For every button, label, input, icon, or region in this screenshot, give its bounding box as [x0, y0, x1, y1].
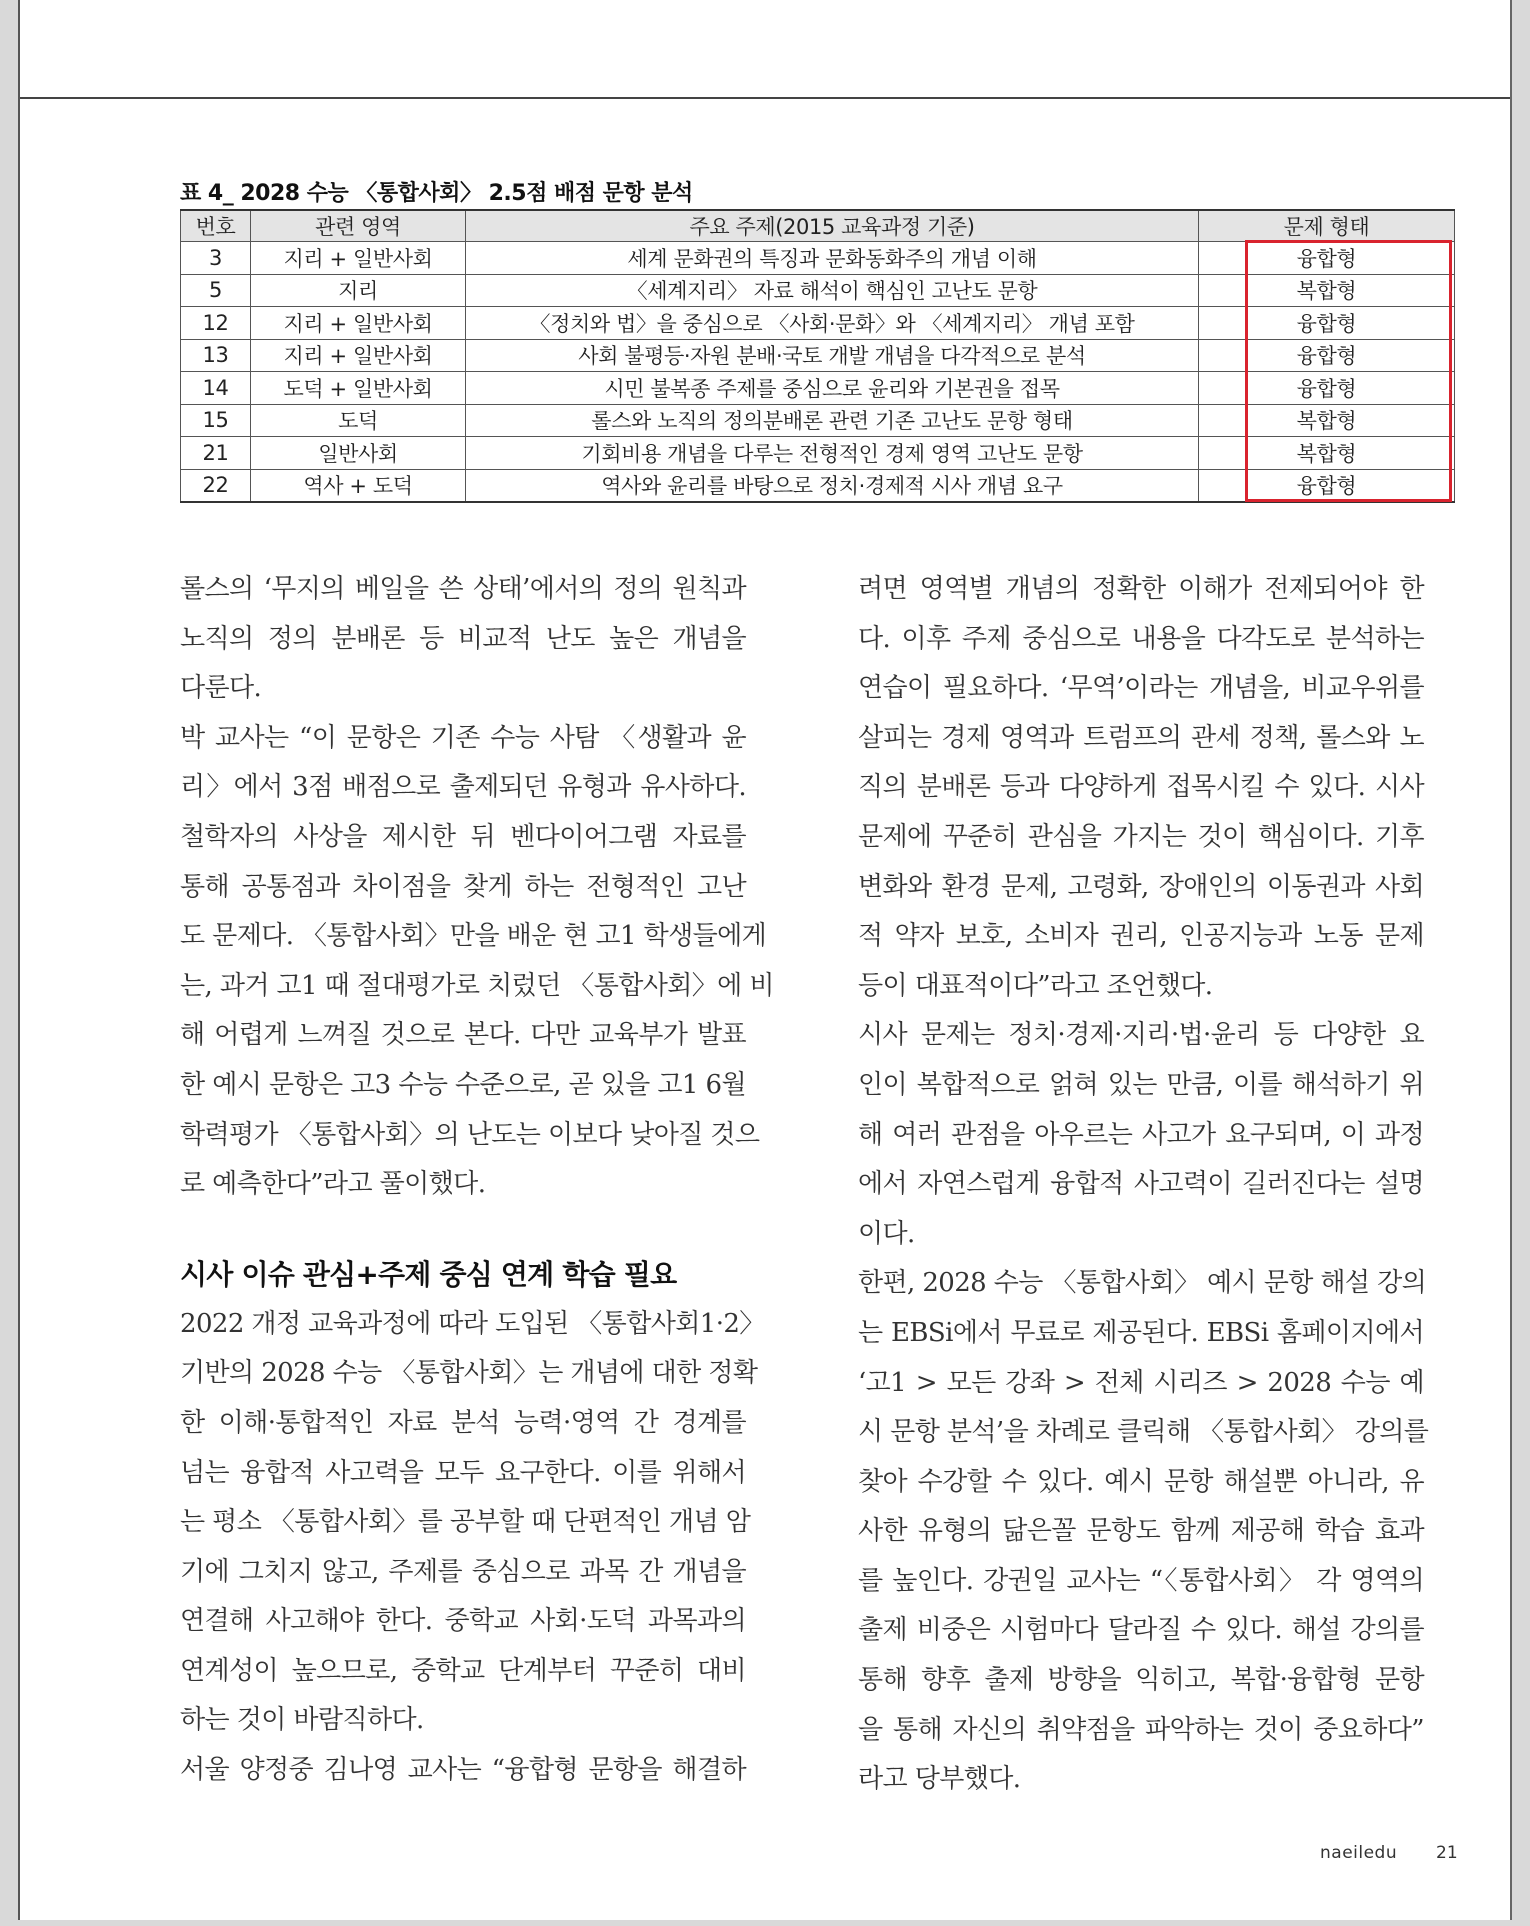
text-line: 한편, 2028 수능 〈통합사회〉 예시 문항 해설 강의: [858, 1268, 1427, 1299]
text-line: 기반의 2028 수능 〈통합사회〉는 개념에 대한 정확: [180, 1358, 758, 1389]
text-line: 려면 영역별 개념의 정확한 이해가 전제되어야 한: [858, 574, 1424, 604]
cell-topic: 시민 불복종 주제를 중심으로 윤리와 기본권을 접목: [466, 372, 1199, 405]
cell-number: 13: [181, 339, 251, 372]
text-line: 등이 대표적이다”라고 조언했다.: [858, 970, 1213, 1001]
table-row: [181, 469, 1455, 502]
header-topic: 주요 주제(2015 교육과정 기준): [466, 210, 1199, 242]
text-line: 는, 과거 고1 때 절대평가로 치렀던 〈통합사회〉에 비: [180, 970, 774, 1001]
text-line: 기에 그치지 않고, 주제를 중심으로 과목 간 개념을: [180, 1556, 746, 1587]
cell-type: 융합형: [1199, 339, 1455, 372]
table-row: [181, 242, 1455, 275]
text-line: 를 높인다. 강권일 교사는 “〈통합사회〉 각 영역의: [858, 1565, 1424, 1596]
cell-type: 융합형: [1199, 242, 1455, 275]
cell-number: 21: [181, 437, 251, 470]
text-line: 찾아 수강할 수 있다. 예시 문항 해설뿐 아니라, 유: [858, 1466, 1424, 1497]
text-line: 철학자의 사상을 제시한 뒤 벤다이어그램 자료를: [180, 821, 746, 852]
cell-area: 도덕 + 일반사회: [251, 372, 466, 405]
magazine-page: [18, 0, 1512, 1920]
cell-area: 지리: [251, 274, 466, 307]
text-line: 노직의 정의 분배론 등 비교적 난도 높은 개념을: [180, 623, 746, 654]
text-line: 직의 분배론 등과 다양하게 접목시킬 수 있다. 시사: [858, 772, 1424, 803]
cell-number: 22: [181, 469, 251, 502]
text-line: 넘는 융합적 사고력을 모두 요구한다. 이를 위해서: [180, 1457, 746, 1488]
cell-topic: 세계 문화권의 특징과 문화동화주의 개념 이해: [466, 242, 1199, 275]
cell-type: 복합형: [1199, 437, 1455, 470]
text-line: 한 예시 문항은 고3 수능 수준으로, 곧 있을 고1 6월: [180, 1069, 746, 1100]
text-line: 시사 문제는 정치·경제·지리·법·윤리 등 다양한 요: [858, 1020, 1424, 1051]
table-row: [181, 307, 1455, 340]
text-line: 변화와 환경 문제, 고령화, 장애인의 이동권과 사회: [858, 871, 1424, 902]
text-line: 롤스의 ‘무지의 베일을 쓴 상태’에서의 정의 원칙과: [180, 574, 746, 604]
text-line: 도 문제다. 〈통합사회〉만을 배운 현 고1 학생들에게: [180, 921, 767, 952]
cell-area: 역사 + 도덕: [251, 469, 466, 502]
cell-type: 융합형: [1199, 469, 1455, 502]
text-line: 한 이해·통합적인 자료 분석 능력·영역 간 경계를: [180, 1407, 746, 1438]
cell-topic: 〈세계지리〉 자료 해석이 핵심인 고난도 문항: [466, 274, 1199, 307]
table-row: [181, 339, 1455, 372]
table-header-row: [181, 210, 1455, 242]
text-line: 인이 복합적으로 얽혀 있는 만큼, 이를 해석하기 위: [858, 1069, 1424, 1100]
text-line: 학력평가 〈통합사회〉의 난도는 이보다 낮아질 것으: [180, 1119, 760, 1150]
cell-number: 14: [181, 372, 251, 405]
text-line: 이다.: [858, 1218, 915, 1249]
cell-area: 도덕: [251, 404, 466, 437]
text-line: 연결해 사고해야 한다. 중학교 사회·도덕 과목과의: [180, 1606, 746, 1637]
text-line: 2022 개정 교육과정에 따라 도입된 〈통합사회1·2〉: [180, 1308, 765, 1339]
table-row: [181, 274, 1455, 307]
cell-type: 융합형: [1199, 307, 1455, 340]
text-line: 연계성이 높으므로, 중학교 단계부터 꾸준히 대비: [180, 1655, 746, 1686]
cell-topic: 기회비용 개념을 다루는 전형적인 경제 영역 고난도 문항: [466, 437, 1199, 470]
text-line: 시 문항 분석’을 차례로 클릭해 〈통합사회〉 강의를: [858, 1417, 1429, 1448]
right-column: [858, 565, 1429, 1805]
text-line: 서울 양정중 김나영 교사는 “융합형 문항을 해결하: [180, 1755, 746, 1786]
cell-type: 융합형: [1199, 372, 1455, 405]
text-line: 다. 이후 주제 중심으로 내용을 다각도로 분석하는: [858, 623, 1424, 654]
text-line: 연습이 필요하다. ‘무역’이라는 개념을, 비교우위를: [858, 673, 1424, 704]
cell-topic: 〈정치와 법〉을 중심으로 〈사회·문화〉와 〈세계지리〉 개념 포함: [466, 307, 1199, 340]
text-line: 는 평소 〈통합사회〉를 공부할 때 단편적인 개념 암: [180, 1507, 751, 1538]
text-line: 을 통해 자신의 취약점을 파악하는 것이 중요하다”: [858, 1714, 1424, 1745]
text-line: 박 교사는 “이 문항은 기존 수능 사탐 〈생활과 윤: [180, 722, 746, 753]
text-line: 출제 비중은 시험마다 달라질 수 있다. 해설 강의를: [858, 1615, 1424, 1646]
table-row: [181, 372, 1455, 405]
text-line: 해 어렵게 느껴질 것으로 본다. 다만 교육부가 발표: [180, 1020, 746, 1051]
left-column: [180, 565, 774, 1796]
cell-area: 지리 + 일반사회: [251, 242, 466, 275]
cell-type: 복합형: [1199, 274, 1455, 307]
analysis-table: [180, 209, 1455, 503]
text-line: 로 예측한다”라고 풀이했다.: [180, 1169, 486, 1200]
cell-number: 3: [181, 242, 251, 275]
cell-area: 일반사회: [251, 437, 466, 470]
cell-area: 지리 + 일반사회: [251, 307, 466, 340]
table-row: [181, 437, 1455, 470]
header-number: 번호: [181, 210, 251, 242]
cell-topic: 역사와 윤리를 바탕으로 정치·경제적 시사 개념 요구: [466, 469, 1199, 502]
text-line: 는 EBSi에서 무료로 제공된다. EBSi 홈페이지에서: [858, 1317, 1424, 1348]
cell-topic: 롤스와 노직의 정의분배론 관련 기존 고난도 문항 형태: [466, 404, 1199, 437]
text-line: 사한 유형의 닮은꼴 문항도 함께 제공해 학습 효과: [858, 1516, 1424, 1547]
text-line: 살피는 경제 영역과 트럼프의 관세 정책, 롤스와 노: [858, 722, 1424, 753]
top-rule: [20, 97, 1510, 99]
header-area: 관련 영역: [251, 210, 466, 242]
text-line: 다룬다.: [180, 673, 262, 704]
text-line: 통해 향후 출제 방향을 익히고, 복합·융합형 문항: [858, 1665, 1424, 1696]
cell-type: 복합형: [1199, 404, 1455, 437]
text-line: 적 약자 보호, 소비자 권리, 인공지능과 노동 문제: [858, 921, 1424, 952]
text-line: ‘고1 > 모든 강좌 > 전체 시리즈 > 2028 수능 예: [858, 1367, 1424, 1398]
cell-area: 지리 + 일반사회: [251, 339, 466, 372]
text-line: 통해 공통점과 차이점을 찾게 하는 전형적인 고난: [180, 871, 746, 902]
cell-number: 12: [181, 307, 251, 340]
text-line: 문제에 꾸준히 관심을 가지는 것이 핵심이다. 기후: [858, 821, 1424, 852]
text-line: 하는 것이 바람직하다.: [180, 1705, 424, 1736]
table-row: [181, 404, 1455, 437]
cell-number: 5: [181, 274, 251, 307]
section-heading: 시사 이슈 관심+주제 중심 연계 학습 필요: [180, 1257, 677, 1291]
table-title: 표 4_ 2028 수능 〈통합사회〉 2.5점 배점 문항 분석: [180, 181, 693, 206]
cell-number: 15: [181, 404, 251, 437]
text-line: 에서 자연스럽게 융합적 사고력이 길러진다는 설명: [858, 1169, 1424, 1200]
page-number: 21: [1436, 1843, 1458, 1863]
text-line: 해 여러 관점을 아우르는 사고가 요구되며, 이 과정: [858, 1119, 1424, 1150]
header-type: 문제 형태: [1199, 210, 1455, 242]
footer-brand: naeiledu: [1320, 1843, 1398, 1863]
text-line: 리〉에서 3점 배점으로 출제되던 유형과 유사하다.: [180, 772, 746, 803]
text-line: 라고 당부했다.: [858, 1764, 1021, 1795]
section-gap: [180, 1210, 746, 1246]
cell-topic: 사회 불평등·자원 분배·국토 개발 개념을 다각적으로 분석: [466, 339, 1199, 372]
